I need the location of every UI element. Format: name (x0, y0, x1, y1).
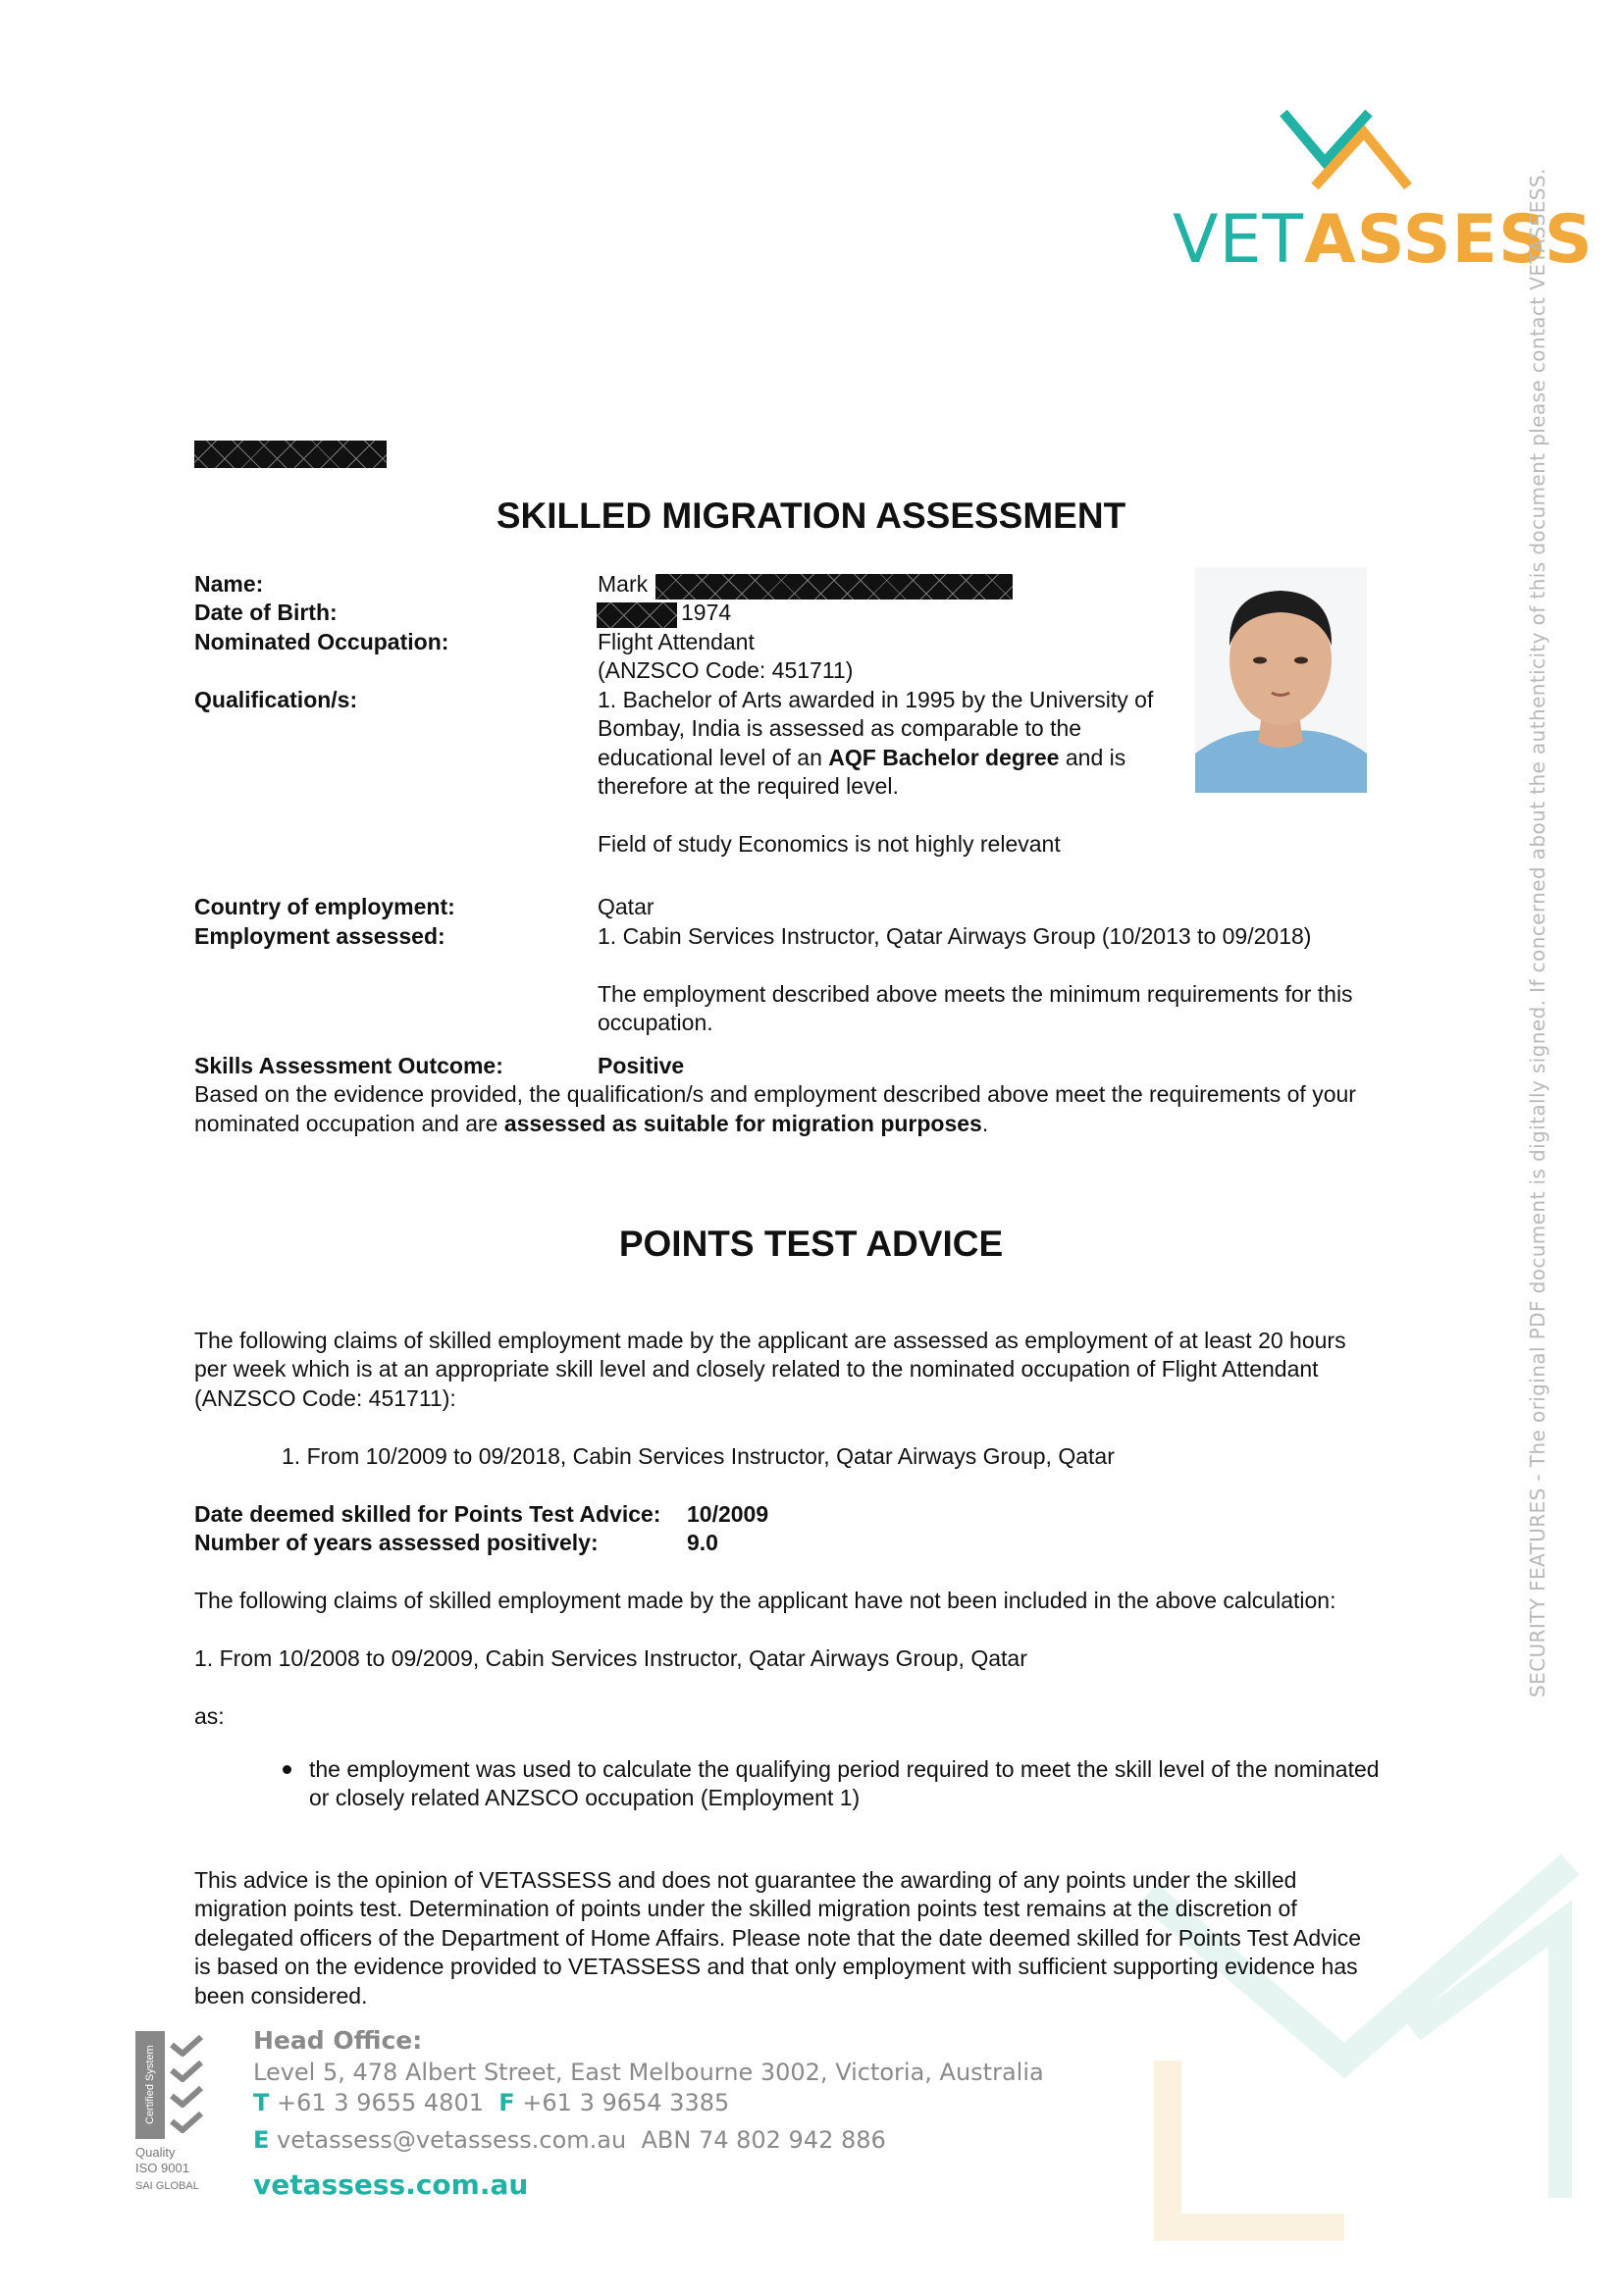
cert-iso: ISO 9001 (135, 2161, 189, 2175)
occupation-label: Nominated Occupation: (194, 629, 449, 654)
cert-quality: Quality (135, 2145, 176, 2160)
check-icon (169, 2061, 204, 2082)
vetassess-logo (1173, 93, 1594, 280)
name-value: Mark (598, 571, 649, 597)
website-link[interactable]: vetassess.com.au (253, 2168, 529, 2201)
employment-note-2: occupation. (598, 1010, 713, 1035)
office-address: Level 5, 478 Albert Street, East Melbourne 3002, Victoria, Australia (253, 2059, 1044, 2086)
redacted-surname (655, 574, 1013, 600)
employment-label: Employment assessed: (194, 923, 445, 949)
years-label: Number of years assessed positively: (194, 1530, 599, 1555)
head-office-label: Head Office: (253, 2026, 423, 2055)
outcome-label: Skills Assessment Outcome: (194, 1053, 503, 1078)
email-abn-line: E vetassess@vetassess.com.au ABN 74 802 942 886 (253, 2126, 886, 2154)
email-link[interactable]: vetassess@vetassess.com.au (277, 2126, 627, 2154)
occupation-code: (ANZSCO Code: 451711) (598, 657, 854, 683)
logo-wordmark: VETASSESS (1173, 201, 1594, 279)
assessment-title: SKILLED MIGRATION ASSESSMENT (496, 496, 1126, 536)
disclaimer-line-5: been considered. (194, 1983, 368, 2009)
applicant-photo (1195, 567, 1367, 793)
points-intro-2: per week which is at an appropriate skill level and closely related to the nominated occupation of Flight Attendant (194, 1356, 1319, 1382)
check-icon (169, 2112, 204, 2133)
disclaimer-line-1: This advice is the opinion of VETASSESS and does not guarantee the awarding of any points under the skilled (194, 1867, 1297, 1893)
qualification-label: Qualification/s: (194, 687, 358, 712)
country-label: Country of employment: (194, 894, 455, 919)
name-label: Name: (194, 571, 264, 597)
bullet-dot (283, 1765, 291, 1774)
redacted-reference (194, 441, 387, 468)
iso-certification-badge (135, 2031, 214, 2198)
check-icon (169, 2086, 204, 2108)
disclaimer-line-4: is based on the evidence provided to VETASSESS and that only employment with sufficient supporting evidence has (194, 1954, 1358, 1979)
points-intro-3: (ANZSCO Code: 451711): (194, 1385, 456, 1411)
phone-fax-line: T +61 3 9655 4801 F +61 3 9654 3385 (253, 2089, 730, 2116)
outcome-text-2: nominated occupation and are assessed as suitable for migration purposes. (194, 1111, 989, 1136)
qualification-line-1: 1. Bachelor of Arts awarded in 1995 by the University of (598, 687, 1154, 712)
outcome-value: Positive (598, 1053, 685, 1078)
qualification-line-4: therefore at the required level. (598, 773, 899, 799)
outcome-text-1: Based on the evidence provided, the qualification/s and employment described above meet the requirements of your (194, 1081, 1356, 1107)
qualification-line-2: Bombay, India is assessed as comparable to the (598, 715, 1082, 741)
dob-value: 1974 (681, 600, 732, 625)
points-test-title: POINTS TEST ADVICE (618, 1224, 1004, 1264)
aqf-level: AQF Bachelor degree (828, 745, 1060, 770)
excluded-intro: The following claims of skilled employment made by the applicant have not been included in the above calculation: (194, 1588, 1336, 1613)
redacted-dob (597, 602, 677, 628)
years-value: 9.0 (687, 1530, 718, 1555)
dob-label: Date of Birth: (194, 600, 338, 625)
cert-bar-label: Certified System (135, 2031, 165, 2139)
date-skilled-label: Date deemed skilled for Points Test Advice: (194, 1501, 661, 1527)
field-of-study: Field of study Economics is not highly relevant (598, 831, 1061, 857)
occupation-value: Flight Attendant (598, 629, 755, 654)
disclaimer-line-3: delegated officers of the Department of Home Affairs. Please note that the date deemed skilled for Points Test Advice (194, 1925, 1362, 1951)
as-label: as: (194, 1703, 225, 1729)
qualification-line-3: educational level of an AQF Bachelor degree and is (598, 745, 1126, 770)
points-intro-1: The following claims of skilled employment made by the applicant are assessed as employment of at least 20 hours (194, 1328, 1346, 1353)
date-skilled-value: 10/2009 (687, 1501, 769, 1527)
bullet-text-2: or closely related ANZSCO occupation (Employment 1) (309, 1785, 861, 1810)
excluded-claim-1: 1. From 10/2008 to 09/2009, Cabin Services Instructor, Qatar Airways Group, Qatar (194, 1645, 1027, 1671)
disclaimer-line-2: migration points test. Determination of points under the skilled migration points test remains at the discretion of (194, 1896, 1297, 1921)
country-value: Qatar (598, 894, 654, 919)
employment-note-1: The employment described above meets the minimum requirements for this (598, 981, 1353, 1007)
cert-org: SAI GLOBAL (135, 2180, 199, 2192)
employment-value: 1. Cabin Services Instructor, Qatar Airways Group (10/2013 to 09/2018) (598, 923, 1312, 949)
points-claim-1: 1. From 10/2009 to 09/2018, Cabin Services Instructor, Qatar Airways Group, Qatar (282, 1443, 1115, 1469)
bullet-text-1: the employment was used to calculate the qualifying period required to meet the skill level of the nominated (309, 1756, 1380, 1782)
security-watermark: SECURITY FEATURES - The original PDF document is digitally signed. If concerned about the authenticity of this document please contact VETASSESS. (1526, 168, 1549, 1697)
logo-chevron-icon (1266, 93, 1442, 196)
check-icon (169, 2035, 204, 2057)
